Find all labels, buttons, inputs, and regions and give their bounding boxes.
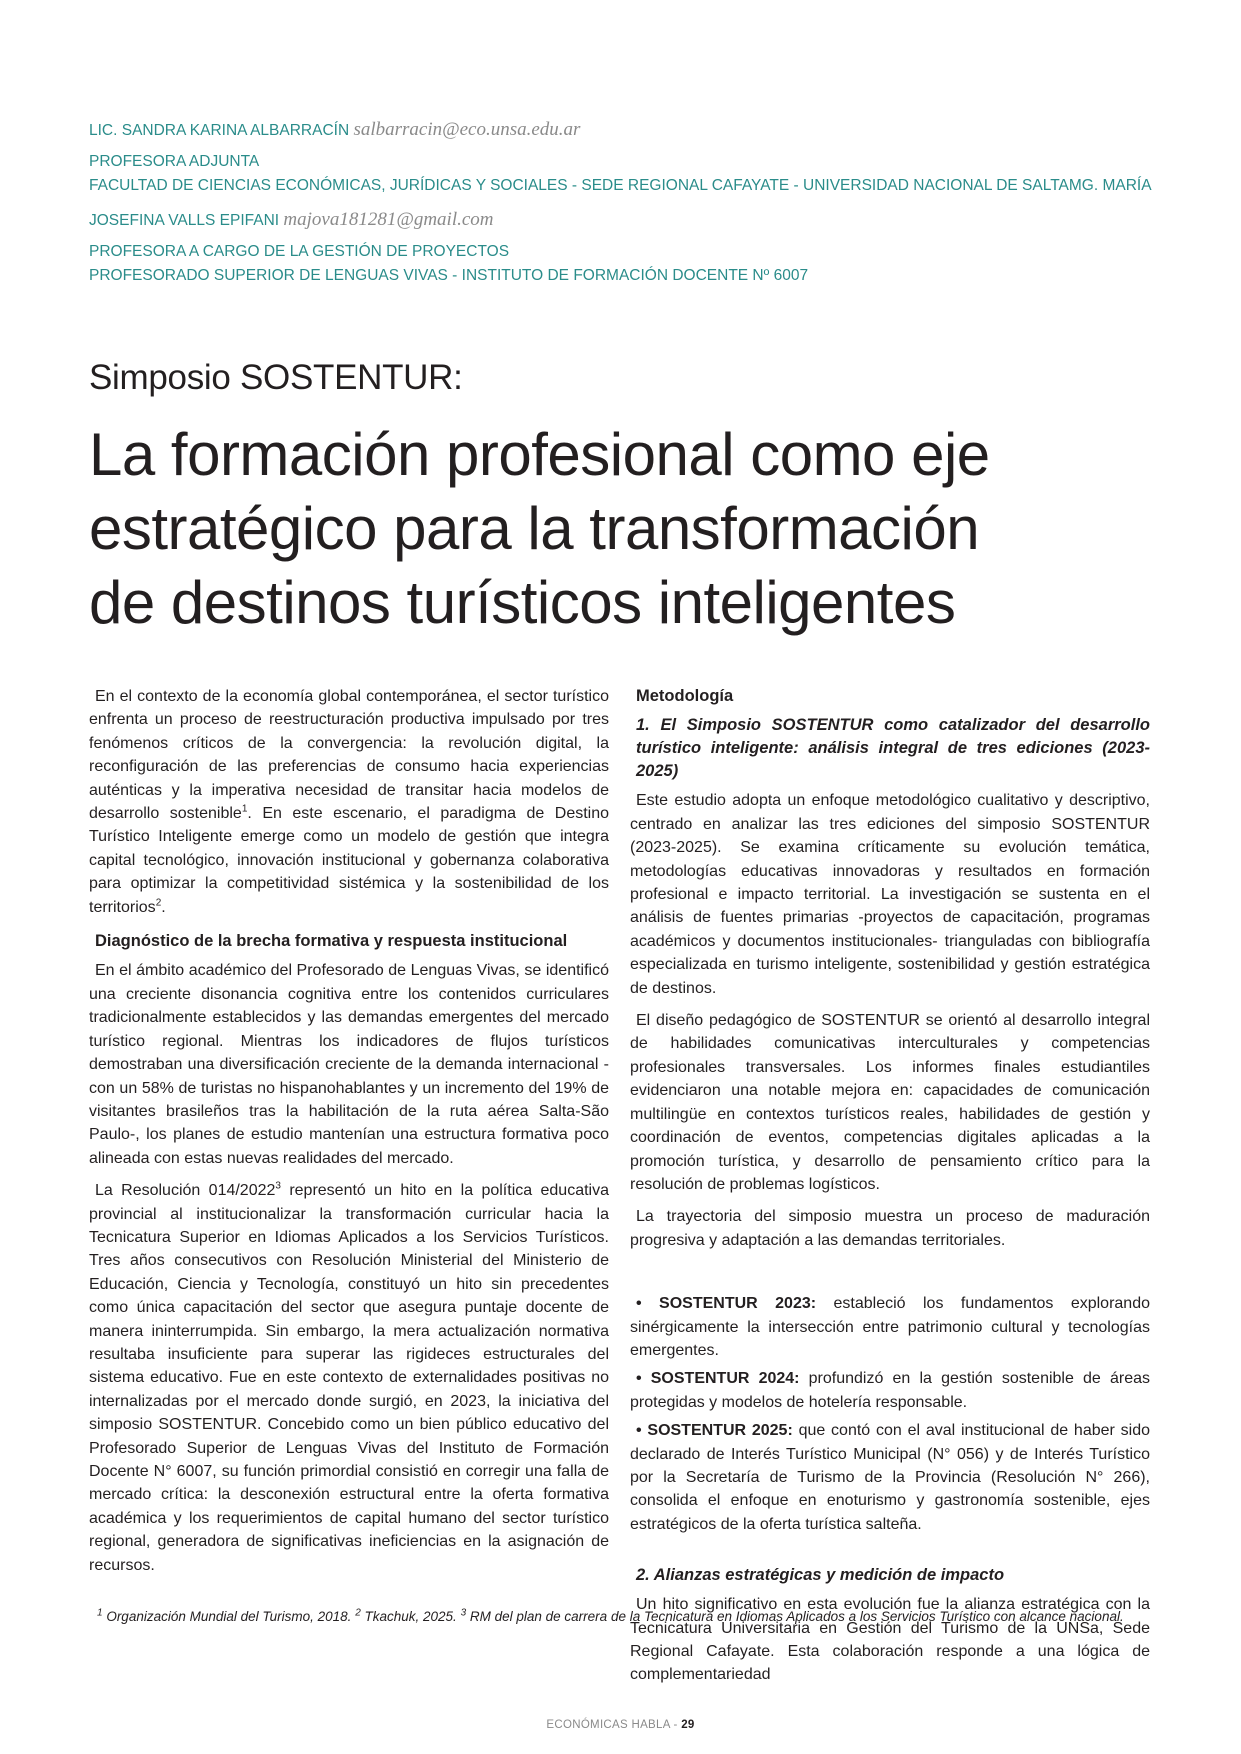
title-line-2: estratégico para la transformación	[89, 495, 980, 562]
editions-list	[630, 1292, 1150, 1536]
author2-role: PROFESORA A CARGO DE LA GESTIÓN DE PROYECTOS	[89, 243, 510, 260]
author2-affiliation: PROFESORADO SUPERIOR DE LENGUAS VIVAS - INSTITUTO DE FORMACIÓN DOCENTE Nº 6007	[89, 267, 809, 284]
intro-paragraph: En el contexto de la economía global contemporánea, el sector turístico enfrenta un proceso de reestructuración productiva impulsado por tres fenómenos críticos de la convergencia: la revolución digital, la reconfiguración de las preferencias de consumo hacia experiencias auténticas y la imperativa necesidad de transitar hacia modelos de desarrollo sostenible$^1$. En este escenario, el paradigma de Destino Turístico Inteligente emerge como un modelo de gestión que integra capital tecnológico, innovación institucional y gobernanza colaborativa para optimizar la competitividad sistémica y la sostenibilidad de los territorios$^2$.	[89, 688, 610, 916]
author1	[89, 118, 1169, 143]
diagnostic-paragraph: En el ámbito académico del Profesorado de Lenguas Vivas, se identificó una creciente disonancia cognitiva entre los contenidos curriculares tradicionalmente establecidos y las demandas emergentes del mercado turístico regional. Mientras los indicadores de flujos turísticos demostraban una diversificación creciente de la demanda internacional -con un 58% de turistas no hispanohablantes y un incremento del 19% de visitantes brasileños tras la habilitación de la ruta aérea Salta-São Paulo-, los planes de estudio mantenían una estructura formativa poco alineada con estas nuevas realidades del mercado.	[89, 962, 609, 1167]
resolution-paragraph: La Resolución 014/2022$^3$ representó un hito en la política educativa provincial al institucionalizar la transformación curricular hacia la Tecnicatura Superior en Idiomas Aplicados a los Servicios Turísticos. Tres años consecutivos con Resolución Ministerial del Ministerio de Educación, Ciencia y Tecnología, constituyó un hito sin precedentes como única capacitación del sector que asegura puntaje docente de manera ininterrumpida. Sin embargo, la mera actualización normativa resultaba insuficiente para superar las rigideces estructurales del sistema educativo. Fue en este contexto de externalidades positivas no internalizadas por el mercado donde surgió, en 2023, la iniciativa del simposio SOSTENTUR. Concebido como un bien público educativo del Profesorado Superior de Lenguas Vivas del Instituto de Formación Docente N° 6007, su función primordial consistió en corregir una falla de mercado crítica: la desconexión estructural entre la oferta formativa académica y los requerimientos de capital humano del sector turístico regional, generadora de significativas ineficiencias en la asignación de recursos.	[89, 1180, 610, 1574]
subheading-simposio: 1. El Simposio SOSTENTUR como catalizador del desarrollo turístico inteligente: análisis integral de tres ediciones (2023-2025)	[636, 716, 1150, 781]
subheading-alianzas: 2. Alianzas estratégicas y medición de impacto	[636, 1566, 1005, 1585]
footnote-ref-2[interactable]: 2	[155, 897, 162, 909]
alliance-paragraph: Un hito significativo en esta evolución fue la alianza estratégica con la Tecnicatura Universitaria en Gestión del Turismo de la UNSa, Sede Regional Cafayate. Esta colaboración responde a una lógica de complementariedad	[630, 1596, 1150, 1684]
right-column	[630, 685, 1150, 1696]
author1-role-block	[89, 150, 1169, 198]
author1-affiliation: FACULTAD DE CIENCIAS ECONÓMICAS, JURÍDICAS Y SOCIALES - SEDE REGIONAL CAFAYATE - UNIVERSIDAD NACIONAL DE SALTAMG. MARÍA	[89, 177, 1152, 194]
title-line-1: La formación profesional como eje	[89, 421, 990, 488]
section-heading-metodologia: Metodología	[636, 687, 734, 705]
author1-name: LIC. SANDRA KARINA ALBARRACÍN	[89, 122, 350, 139]
list-item-2024: • SOSTENTUR 2024: profundizó en la gestión sostenible de áreas protegidas y modelos de hotelería responsable.	[630, 1370, 1150, 1411]
page-number: 29	[681, 1719, 695, 1731]
footnote-ref-1[interactable]: 1	[241, 803, 248, 815]
author1-role: PROFESORA ADJUNTA	[89, 153, 260, 170]
author2-role-block	[89, 240, 1169, 288]
publication-name: ECONÓMICAS HABLA -	[546, 1719, 682, 1731]
section-heading-diagnostico: Diagnóstico de la brecha formativa y respuesta institucional	[95, 932, 568, 951]
footnotes: $^1$ Organización Mundial del Turismo, 2018. $^2$ Tkachuk, 2025. $^3$ RM del plan de carrera de la Tecnicatura en Idiomas Aplicados a los Servicios Turístico con alcance nacional.	[97, 1607, 1124, 1624]
author2-name: JOSEFINA VALLS EPIFANI	[89, 212, 280, 229]
left-column	[89, 685, 609, 1586]
article-title	[89, 418, 1189, 640]
author-block	[89, 118, 1169, 292]
list-item-2023: • SOSTENTUR 2023: estableció los fundamentos explorando sinérgicamente la intersección entre patrimonio cultural y tecnologías emergentes.	[630, 1295, 1150, 1359]
method-paragraph-2: El diseño pedagógico de SOSTENTUR se orientó al desarrollo integral de habilidades comunicativas interculturales y competencias profesionales transversales. Los informes finales estudiantiles evidenciaron una notable mejora en: capacidades de comunicación multilingüe en contextos turísticos reales, habilidades de gestión y coordinación de eventos, competencias digitales aplicadas a la promoción turística, y desarrollo de pensamiento crítico para la resolución de problemas logísticos.	[630, 1012, 1150, 1193]
page-footer	[0, 1719, 1241, 1731]
footnote-ref-3[interactable]: 3	[275, 1180, 281, 1192]
list-item-2025: • SOSTENTUR 2025: que contó con el aval institucional de haber sido declarado de Interés Turístico Municipal (N° 056) y de Interés Turístico por la Secretaría de Turismo de la Provincia (Resolución N° 266), consolida el enfoque en enoturismo y gastronomía sostenible, ejes estratégicos de la oferta turística salteña.	[630, 1422, 1150, 1533]
author2-email[interactable]: majova181281@gmail.com	[283, 209, 494, 230]
method-paragraph-1: Este estudio adopta un enfoque metodológico cualitativo y descriptivo, centrado en analizar las tres ediciones del simposio SOSTENTUR (2023-2025). Se examina críticamente su evolución temática, metodologías educativas innovadoras y resultados en formación profesional e impacto territorial. La investigación se sustenta en el análisis de fuentes primarias -proyectos de capacitación, programas académicos y documentos institucionales- trianguladas con bibliografía especializada en turismo inteligente, sostenibilidad y gestión estratégica de destinos.	[630, 792, 1150, 997]
title-line-3: de destinos turísticos inteligentes	[89, 569, 956, 636]
article-subtitle: Simposio SOSTENTUR:	[89, 358, 463, 397]
method-paragraph-3: La trayectoria del simposio muestra un proceso de maduración progresiva y adaptación a las demandas territoriales.	[630, 1208, 1150, 1249]
author2	[89, 208, 1169, 233]
author1-email[interactable]: salbarracin@eco.unsa.edu.ar	[353, 119, 581, 140]
